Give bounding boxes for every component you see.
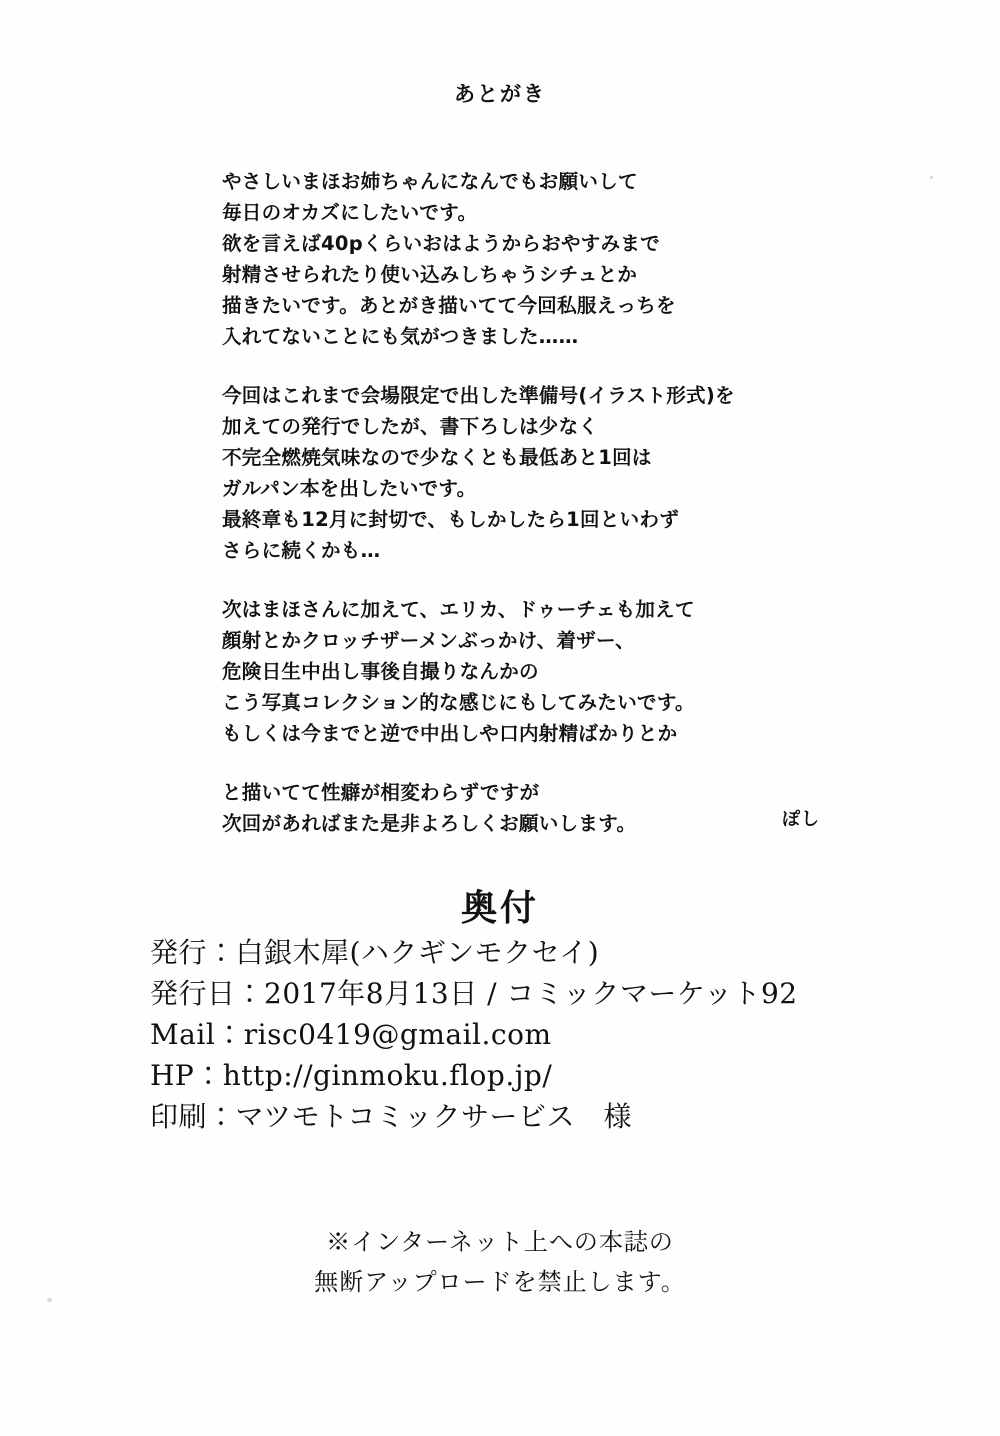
afterword-line: 加えての発行でしたが、書下ろしは少なく	[222, 415, 599, 438]
colophon-list	[150, 932, 950, 1137]
colophon-row-date: 発行日：2017年8月13日 / コミックマーケット92	[150, 977, 798, 1010]
colophon-row-printer: 印刷：マツモトコミックサービス 様	[150, 1100, 632, 1133]
afterword-paragraph	[222, 166, 862, 352]
notice-line: 無断アップロードを禁止します。	[314, 1268, 686, 1296]
afterword-line: 入れてないことにも気がつきました……	[222, 325, 579, 348]
upload-prohibition-notice	[0, 1222, 1000, 1302]
afterword-line: 毎日のオカズにしたいです。	[222, 201, 478, 224]
afterword-line: 今回はこれまで会場限定で出した準備号(イラスト形式)を	[222, 384, 735, 407]
afterword-body	[222, 166, 862, 839]
notice-line: ※インターネット上への本誌の	[326, 1228, 674, 1256]
afterword-line: こう写真コレクション的な感じにもしてみたいです。	[222, 691, 695, 714]
afterword-line: 最終章も12月に封切で、もしかしたら1回といわず	[222, 508, 680, 531]
afterword-line: ガルパン本を出したいです。	[222, 477, 477, 500]
afterword-line: やさしいまほお姉ちゃんになんでもお願いして	[222, 170, 638, 193]
afterword-line: と描いてて性癖が相変わらずですが	[222, 781, 540, 804]
colophon-row-homepage: HP：http://ginmoku.flop.jp/	[150, 1059, 553, 1092]
scan-speck	[930, 176, 933, 179]
afterword-line: 不完全燃焼気味なので少なくとも最低あと1回は	[222, 446, 652, 469]
colophon-row-mail: Mail：risc0419@gmail.com	[150, 1018, 552, 1051]
afterword-line: もしくは今までと逆で中出しや口内射精ばかりとか	[222, 722, 678, 745]
afterword-paragraph	[222, 380, 862, 566]
afterword-line: さらに続くかも…	[222, 539, 381, 562]
afterword-paragraph	[222, 777, 862, 839]
afterword-line: 危険日生中出し事後自撮りなんかの	[222, 660, 539, 683]
afterword-line: 射精させられたり使い込みしちゃうシチュとか	[222, 263, 638, 286]
afterword-line: 次はまほさんに加えて、エリカ、ドゥーチェも加えて	[222, 598, 695, 621]
afterword-heading: あとがき	[454, 82, 546, 106]
afterword-line: 欲を言えば40pくらいおはようからおやすみまで	[222, 232, 660, 255]
afterword-line: 顔射とかクロッチザーメンぶっかけ、着ザー、	[222, 629, 635, 652]
colophon-row-publisher: 発行：白銀木犀(ハクギンモクセイ)	[150, 936, 600, 969]
afterword-line: 描きたいです。あとがき描いてて今回私服えっちを	[222, 294, 676, 317]
colophon-heading: 奥付	[460, 887, 539, 929]
author-signature: ぽし	[782, 809, 820, 830]
afterword-paragraph	[222, 594, 862, 749]
afterword-line: 次回があればまた是非よろしくお願いします。	[222, 812, 637, 835]
